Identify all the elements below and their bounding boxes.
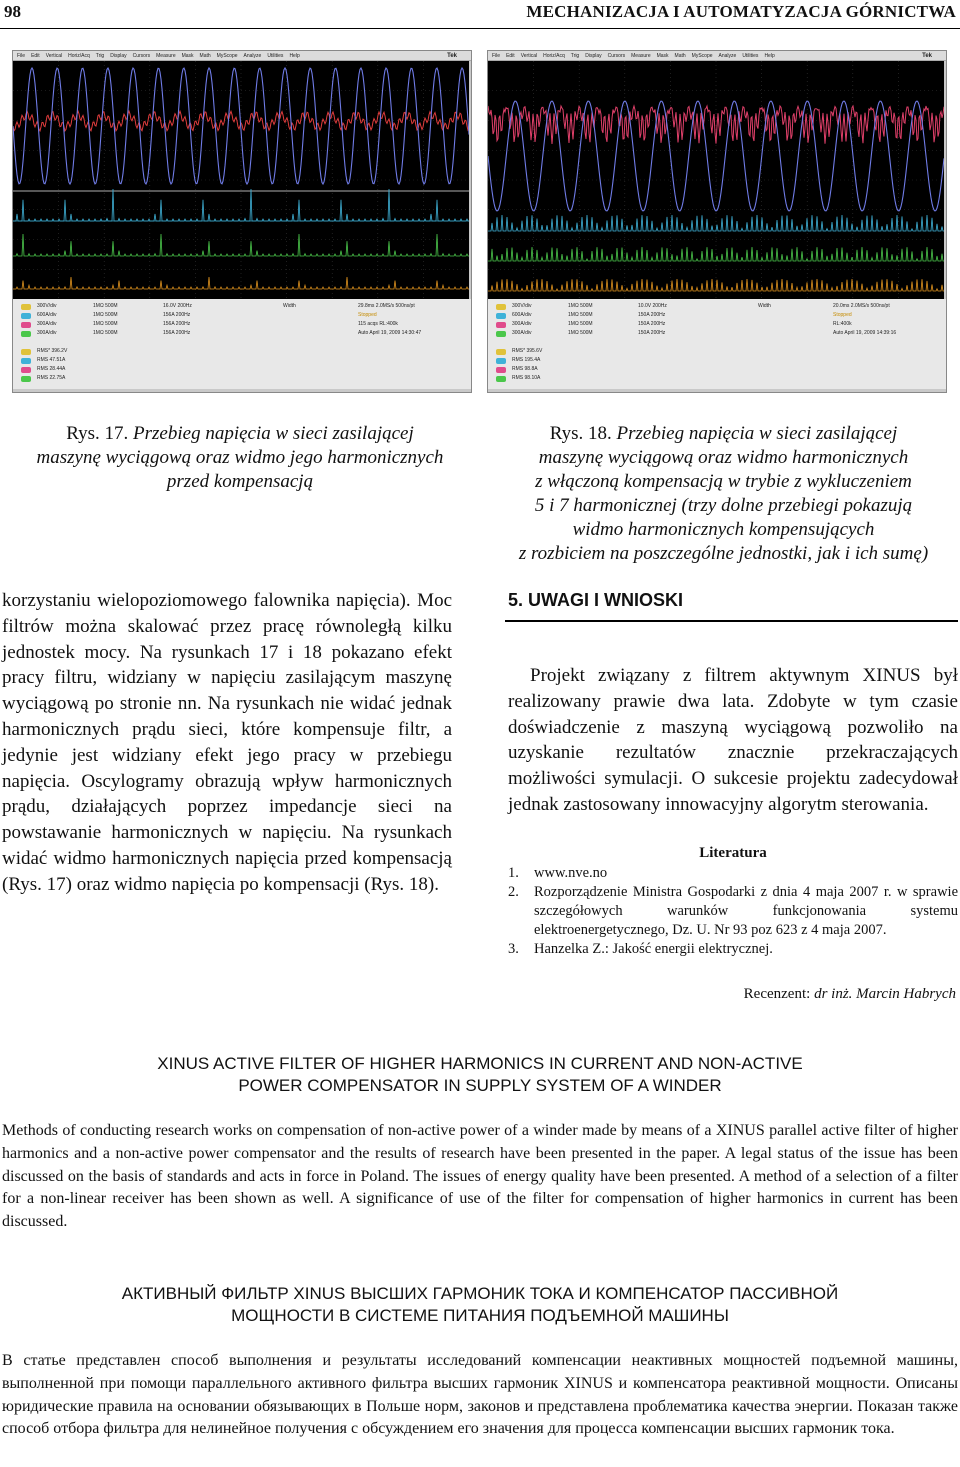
scope-readout-panel xyxy=(13,299,471,389)
channel-bandwidth: 500M xyxy=(580,312,593,318)
menu-item: Horiz/Acq xyxy=(68,52,90,59)
oscilloscope-screenshot-fig18 xyxy=(487,50,947,393)
menu-item: Trig xyxy=(95,52,105,59)
menu-item: Display xyxy=(585,52,602,59)
caption-line: z włączoną kompensacją w trybie z wykluczeniem xyxy=(535,471,912,492)
channel-scale: 300V/div xyxy=(512,303,532,309)
timebase: 29.8ms xyxy=(358,303,375,309)
measurement-value: 98.10A xyxy=(524,375,541,381)
channel-offset: 10.0V xyxy=(638,303,652,309)
channel-scale: 300A/div xyxy=(37,330,57,336)
reference-text: www.nve.no xyxy=(534,865,608,881)
scope-readout-panel xyxy=(488,299,946,389)
channel-offset: 150A xyxy=(638,330,650,336)
channel-bandwidth: 500M xyxy=(580,321,593,327)
channel-bandwidth: 500M xyxy=(105,312,118,318)
reference-number: 1. xyxy=(508,865,519,881)
figure-17-label: Rys. 17. xyxy=(66,423,134,444)
english-abstract: Methods of conducting research works on compensation of non-active power of a winder made by means of a XINUS parallel active filter of higher harmonics and a non-active power compensator and the results of research have been presented in the paper. A legal status of the issue has been discussed on the basis of standards and acts in force in Poland. The issues of energy quality have been presented. A method of a selection of a filter for a non-linear receiver has been shown as well. A significance of use of the filter for compensation of higher harmonics in current has been discussed. xyxy=(2,1122,958,1231)
measurement-label: RMS xyxy=(512,357,524,363)
caption-line: widmo harmonicznych kompensujących xyxy=(572,519,875,540)
channel-scale: 600A/div xyxy=(37,312,57,318)
reference-number: 3. xyxy=(508,941,519,957)
measurement-value: 195.4A xyxy=(524,357,541,363)
channel-offset: 156A xyxy=(163,312,175,318)
menu-item: Math xyxy=(199,52,211,59)
title-line: АКТИВНЫЙ ФИЛЬТР XINUS ВЫСШИХ ГАРМОНИК ТОКА И КОМПЕНСАТОР ПАССИВНОЙ xyxy=(121,1284,839,1303)
scope-menu-bar xyxy=(488,51,946,61)
caption-line: Przebieg napięcia w sieci zasilającej xyxy=(133,423,414,444)
menu-item: Measure xyxy=(156,52,176,59)
title-line: XINUS ACTIVE FILTER OF HIGHER HARMONICS IN CURRENT AND NON-ACTIVE xyxy=(157,1054,803,1073)
measurement-label: RMS xyxy=(37,357,49,363)
reference-number: 2. xyxy=(508,884,519,900)
channel-bandwidth: 500M xyxy=(580,330,593,336)
trigger-mode: Auto xyxy=(358,330,369,336)
channel-impedance: 1MΩ xyxy=(93,303,104,309)
menu-item: Edit xyxy=(506,52,515,59)
per-point: 500ns/pt xyxy=(870,303,890,309)
channel-scale: 600A/div xyxy=(512,312,532,318)
channel-bw-limit: 200Hz xyxy=(177,303,192,309)
channel-offset: 156A xyxy=(163,330,175,336)
header-rule xyxy=(0,28,960,29)
menu-item: Vertical xyxy=(520,52,538,59)
scope-waveform-display xyxy=(488,61,944,299)
section-rule xyxy=(505,620,958,622)
menu-item: Display xyxy=(110,52,127,59)
scope-menu-bar xyxy=(13,51,471,61)
channel-impedance: 1MΩ xyxy=(568,312,579,318)
menu-item: Cursors xyxy=(132,52,151,59)
channel-offset: 150A xyxy=(638,321,650,327)
menu-item: Utilities xyxy=(267,52,284,59)
acq-state: Stopped xyxy=(833,312,852,318)
menu-item: Measure xyxy=(631,52,651,59)
caption-line: maszynę wyciągową oraz widmo jego harmonicznych xyxy=(36,447,444,468)
menu-item: Mask xyxy=(656,52,669,59)
measurement-label: RMS xyxy=(512,375,524,381)
channel-scale: 300A/div xyxy=(37,321,57,327)
figure-17-caption xyxy=(0,422,480,494)
title-line: МОЩНОСТИ В СИСТЕМЕ ПИТАНИЯ ПОДЪЕМНОЙ МАШИНЫ xyxy=(231,1306,729,1325)
channel-impedance: 1MΩ xyxy=(93,330,104,336)
measurement-value: 47.51A xyxy=(49,357,66,363)
channel-impedance: 1MΩ xyxy=(568,330,579,336)
oscilloscope-screenshot-fig17 xyxy=(12,50,472,393)
menu-item: Utilities xyxy=(742,52,759,59)
section-heading: 5. UWAGI I WNIOSKI xyxy=(508,590,684,610)
menu-item: Vertical xyxy=(45,52,63,59)
channel-offset: 156A xyxy=(163,321,175,327)
per-point: 500ns/pt xyxy=(395,303,415,309)
acq-state: Stopped xyxy=(358,312,377,318)
menu-item: MyScope xyxy=(691,52,713,59)
title-line: POWER COMPENSATOR IN SUPPLY SYSTEM OF A WINDER xyxy=(238,1076,722,1095)
channel-impedance: 1MΩ xyxy=(568,321,579,327)
russian-abstract: В статье представлен способ выполнения и результаты исследований компенсации неактивных мощностей подъемной машины, выполненной при помощи параллельного активного фильтра высших гармоник XINUS и компенсатора реактивной мощности. Описаны юридические правила на основании обязывающих в Польше норм, законов и представлена проблематика качества энергии. Показан также способ отбора фильтра для нелинейное получения с обсуждением его значения для процесса компенсации высших гармоник тока. xyxy=(2,1352,958,1438)
caption-line: Przebieg napięcia w sieci zasilającej xyxy=(616,423,898,444)
caption-line: maszynę wyciągową oraz widmo harmonicznych xyxy=(538,447,909,468)
measurement-label: RMS* xyxy=(37,348,51,354)
menu-item: Trig xyxy=(570,52,580,59)
reviewer-line xyxy=(744,986,956,1003)
measurement-value: 396.2V xyxy=(51,348,68,354)
journal-title: MECHANIZACJA I AUTOMATYZACJA GÓRNICTWA xyxy=(526,2,956,21)
channel-bw-limit: 200Hz xyxy=(175,312,191,318)
record-length: RL:400k xyxy=(379,321,398,327)
caption-line: z rozbiciem na poszczególne jednostki, jak i ich sumę) xyxy=(518,543,929,564)
measurement-value: 28.44A xyxy=(49,366,66,372)
page-number: 98 xyxy=(4,2,21,21)
channel-impedance: 1MΩ xyxy=(568,303,579,309)
menu-item: Analyze xyxy=(718,52,737,59)
menu-item: Math xyxy=(674,52,686,59)
channel-bw-limit: 200Hz xyxy=(175,321,191,327)
menu-item: Help xyxy=(764,52,775,59)
sample-rate: 2.0MS/s xyxy=(850,303,870,309)
figure-18-caption xyxy=(487,422,960,566)
reference-item xyxy=(508,940,958,959)
channel-scale: 300V/div xyxy=(37,303,57,309)
reference-item xyxy=(508,864,958,883)
measurement-label: RMS* xyxy=(512,348,526,354)
channel-bandwidth: 500M xyxy=(580,303,593,309)
menu-item: Horiz/Acq xyxy=(543,52,565,59)
channel-impedance: 1MΩ xyxy=(93,312,104,318)
reference-item xyxy=(508,883,958,940)
sample-rate: 2.0MS/s xyxy=(375,303,395,309)
trigger-mode: Auto xyxy=(833,330,844,336)
channel-offset: 150A xyxy=(638,312,650,318)
caption-line: 5 i 7 harmonicznej (trzy dolne przebiegi pokazują xyxy=(534,495,913,516)
literature-heading: Literatura xyxy=(699,845,767,861)
channel-impedance: 1MΩ xyxy=(93,321,104,327)
math-label: Width xyxy=(758,303,771,309)
measurement-value: 395.6V xyxy=(526,348,543,354)
record-length: RL:400k xyxy=(833,321,852,327)
scope-time: 14:30:47 xyxy=(401,330,422,336)
measurement-value: 22.75A xyxy=(49,375,66,381)
channel-bandwidth: 500M xyxy=(105,303,118,309)
reference-text: Hanzelka Z.: Jakość energii elektrycznej. xyxy=(534,941,773,957)
english-title xyxy=(0,1053,960,1097)
channel-bw-limit: 200Hz xyxy=(650,321,666,327)
menu-item: MyScope xyxy=(216,52,238,59)
measurement-label: RMS xyxy=(512,366,524,372)
channel-bw-limit: 200Hz xyxy=(650,312,666,318)
menu-item: Edit xyxy=(31,52,40,59)
channel-bw-limit: 200Hz xyxy=(175,330,191,336)
caption-line: przed kompensacją xyxy=(166,471,314,492)
measurement-value: 98.8A xyxy=(524,366,538,372)
scope-time: 14:39:16 xyxy=(876,330,897,336)
measurement-label: RMS xyxy=(37,366,49,372)
scope-waveform-display xyxy=(13,61,469,299)
scope-date: April 19, 2009 xyxy=(844,330,876,336)
menu-item: Mask xyxy=(181,52,194,59)
channel-bw-limit: 200Hz xyxy=(652,303,667,309)
scope-date: April 19, 2009 xyxy=(369,330,401,336)
channel-bandwidth: 500M xyxy=(105,321,118,327)
tek-logo: Tek xyxy=(447,52,457,59)
channel-bw-limit: 200Hz xyxy=(650,330,666,336)
tek-logo: Tek xyxy=(922,52,932,59)
channel-scale: 300A/div xyxy=(512,321,532,327)
math-label: Width xyxy=(283,303,296,309)
russian-title xyxy=(0,1283,960,1327)
reviewer-label: Recenzent: xyxy=(743,986,811,1002)
menu-item: File xyxy=(17,52,26,59)
channel-offset: 16.0V xyxy=(163,303,177,309)
measurement-label: RMS xyxy=(37,375,49,381)
body-paragraph-left: korzystaniu wielopoziomowego falownika napięcia). Moc filtrów można skalować przez pracę równoległą kilku jednostek mocy. Na rysunkach 17 i 18 pokazano efekt pracy filtru, widziany w napięciu zasilającym maszynę wyciągową po stronie nn. Na rysunkach nie widać jednak harmonicznych prądu sieci, które kompensuje filtr, a jedynie jest widziany efekt jego pracy w przebiegu napięcia. Oscylogramy obrazują wpływ harmonicznych prądu, działających poprzez impedancje sieci na powstawanie harmonicznych w napięciu. Na rysunkach widać widmo harmonicznych napięcia przed kompensacją (Rys. 17) oraz widmo napięcia po kompensacji (Rys. 18). xyxy=(2,590,452,895)
timebase: 20.0ms xyxy=(833,303,850,309)
reference-text: Rozporządzenie Ministra Gospodarki z dnia 4 maja 2007 r. w sprawie szczegółowych warunków funkcjonowania systemu elektroenergetycznego, Dz. U. Nr 93 poz 623 z 4 maja 2007. xyxy=(534,884,958,938)
menu-item: File xyxy=(492,52,501,59)
menu-item: Help xyxy=(289,52,300,59)
menu-item: Cursors xyxy=(607,52,626,59)
acq-count: 115 acqs xyxy=(358,321,378,327)
menu-item: Analyze xyxy=(243,52,262,59)
reference-list xyxy=(508,864,958,959)
channel-scale: 300A/div xyxy=(512,330,532,336)
channel-bandwidth: 500M xyxy=(105,330,118,336)
figure-18-label: Rys. 18. xyxy=(549,423,617,444)
reviewer-name: dr inż. Marcin Habrych xyxy=(814,986,956,1002)
conclusions-paragraph: Projekt związany z filtrem aktywnym XINUS był realizowany prawie dwa lata. Zdobyte w tym czasie doświadczenie z maszyną wyciągową pozwoliło na uzyskanie rezultatów znacznie przekraczających możliwości symulacji. O sukcesie projektu zadecydował jednak zastosowany innowacyjny algorytm sterowania. xyxy=(508,665,958,815)
